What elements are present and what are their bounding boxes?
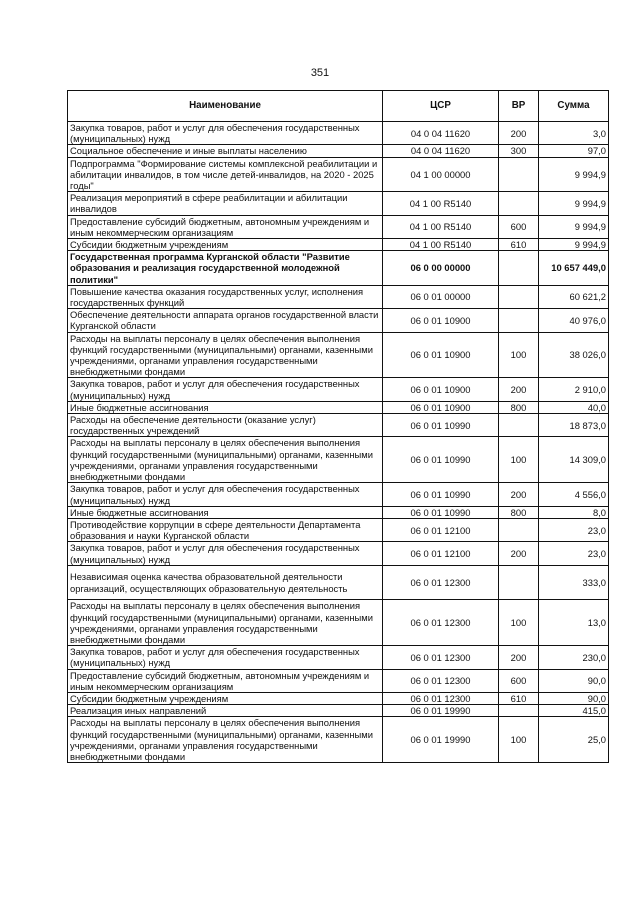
table-header (68, 91, 609, 122)
table-row (68, 122, 609, 145)
row-name-cell: Расходы на выплаты персоналу в целях обеспечения выполнения функций государственными (муниципальными) органами, казенными учреждениями, органами управления государственными внебюджетными фондами (68, 437, 383, 483)
row-vr-cell: 100 (499, 717, 539, 763)
table-row (68, 542, 609, 565)
row-vr-cell: 200 (499, 646, 539, 669)
row-name-cell: Предоставление субсидий бюджетным, автономным учреждениям и иным некоммерческим организациям (68, 669, 383, 692)
row-csr-cell: 06 0 01 12300 (383, 646, 499, 669)
row-name-cell: Закупка товаров, работ и услуг для обеспечения государственных (муниципальных) нужд (68, 122, 383, 145)
table-row (68, 309, 609, 332)
table-row (68, 506, 609, 518)
row-vr-cell (499, 705, 539, 717)
row-vr-cell: 200 (499, 378, 539, 401)
table-row (68, 332, 609, 378)
row-name-cell: Расходы на обеспечение деятельности (оказание услуг) государственных учреждений (68, 414, 383, 437)
page-number: 351 (310, 67, 330, 79)
row-sum-cell: 13,0 (539, 600, 609, 646)
row-sum-cell: 90,0 (539, 692, 609, 704)
table-row (68, 157, 609, 192)
row-sum-cell: 9 994,9 (539, 215, 609, 238)
row-csr-cell: 06 0 01 10990 (383, 414, 499, 437)
row-sum-cell: 23,0 (539, 542, 609, 565)
row-vr-cell (499, 251, 539, 286)
row-sum-cell: 25,0 (539, 717, 609, 763)
table-row (68, 414, 609, 437)
row-name-cell: Закупка товаров, работ и услуг для обеспечения государственных (муниципальных) нужд (68, 378, 383, 401)
table-row (68, 285, 609, 308)
row-sum-cell: 38 026,0 (539, 332, 609, 378)
row-vr-cell: 600 (499, 669, 539, 692)
row-name-cell: Закупка товаров, работ и услуг для обеспечения государственных (муниципальных) нужд (68, 542, 383, 565)
row-csr-cell: 06 0 01 19990 (383, 705, 499, 717)
row-name-cell: Реализация иных направлений (68, 705, 383, 717)
row-sum-cell: 40,0 (539, 401, 609, 413)
table-row (68, 646, 609, 669)
row-csr-cell: 06 0 01 12300 (383, 669, 499, 692)
row-csr-cell: 06 0 01 12300 (383, 692, 499, 704)
row-sum-cell: 415,0 (539, 705, 609, 717)
row-vr-cell: 610 (499, 692, 539, 704)
row-vr-cell: 200 (499, 122, 539, 145)
row-csr-cell: 04 1 00 R5140 (383, 192, 499, 215)
table-row (68, 717, 609, 763)
row-csr-cell: 06 0 01 12300 (383, 565, 499, 600)
table-row (68, 565, 609, 600)
row-vr-cell (499, 309, 539, 332)
header-sum: Сумма (539, 91, 609, 122)
row-name-cell: Расходы на выплаты персоналу в целях обеспечения выполнения функций государственными (муниципальными) органами, казенными учреждениями, органами управления государственными внебюджетными фондами (68, 717, 383, 763)
row-sum-cell: 333,0 (539, 565, 609, 600)
row-csr-cell: 06 0 01 10990 (383, 437, 499, 483)
header-csr: ЦСР (383, 91, 499, 122)
row-name-cell: Субсидии бюджетным учреждениям (68, 692, 383, 704)
row-csr-cell: 06 0 01 12100 (383, 518, 499, 541)
table-row (68, 401, 609, 413)
row-csr-cell: 06 0 01 10990 (383, 483, 499, 506)
row-vr-cell (499, 518, 539, 541)
row-name-cell: Подпрограмма "Формирование системы комплексной реабилитации и абилитации инвалидов, в том числе детей-инвалидов, на 2020 - 2025 годы" (68, 157, 383, 192)
row-vr-cell (499, 285, 539, 308)
table-row (68, 215, 609, 238)
row-name-cell: Закупка товаров, работ и услуг для обеспечения государственных (муниципальных) нужд (68, 646, 383, 669)
row-sum-cell: 90,0 (539, 669, 609, 692)
row-vr-cell: 200 (499, 483, 539, 506)
row-name-cell: Предоставление субсидий бюджетным, автономным учреждениям и иным некоммерческим организациям (68, 215, 383, 238)
row-sum-cell: 8,0 (539, 506, 609, 518)
table-row (68, 692, 609, 704)
row-name-cell: Государственная программа Курганской области "Развитие образования и реализация государственной молодежной политики" (68, 251, 383, 286)
row-csr-cell: 06 0 01 10990 (383, 506, 499, 518)
row-csr-cell: 04 1 00 R5140 (383, 215, 499, 238)
row-vr-cell: 100 (499, 437, 539, 483)
row-vr-cell: 610 (499, 239, 539, 251)
table-row (68, 705, 609, 717)
row-vr-cell: 300 (499, 145, 539, 157)
table-row (68, 600, 609, 646)
row-sum-cell: 3,0 (539, 122, 609, 145)
row-sum-cell: 18 873,0 (539, 414, 609, 437)
row-vr-cell (499, 565, 539, 600)
row-csr-cell: 04 0 04 11620 (383, 122, 499, 145)
row-csr-cell: 06 0 01 10900 (383, 401, 499, 413)
row-name-cell: Иные бюджетные ассигнования (68, 506, 383, 518)
row-sum-cell: 9 994,9 (539, 192, 609, 215)
row-name-cell: Иные бюджетные ассигнования (68, 401, 383, 413)
table-body (68, 122, 609, 763)
row-vr-cell (499, 157, 539, 192)
row-csr-cell: 06 0 01 12100 (383, 542, 499, 565)
row-sum-cell: 2 910,0 (539, 378, 609, 401)
row-name-cell: Противодействие коррупции в сфере деятельности Департамента образования и науки Курганской области (68, 518, 383, 541)
row-csr-cell: 06 0 01 10900 (383, 309, 499, 332)
row-csr-cell: 04 0 04 11620 (383, 145, 499, 157)
row-csr-cell: 06 0 01 19990 (383, 717, 499, 763)
row-name-cell: Обеспечение деятельности аппарата органов государственной власти Курганской области (68, 309, 383, 332)
header-row (68, 91, 609, 122)
header-vr: ВР (499, 91, 539, 122)
table-row (68, 251, 609, 286)
row-vr-cell: 200 (499, 542, 539, 565)
row-name-cell: Закупка товаров, работ и услуг для обеспечения государственных (муниципальных) нужд (68, 483, 383, 506)
row-csr-cell: 06 0 01 10900 (383, 332, 499, 378)
table-row (68, 669, 609, 692)
table-row (68, 378, 609, 401)
row-sum-cell: 14 309,0 (539, 437, 609, 483)
row-sum-cell: 97,0 (539, 145, 609, 157)
row-name-cell: Социальное обеспечение и иные выплаты населению (68, 145, 383, 157)
table-row (68, 437, 609, 483)
row-csr-cell: 04 1 00 R5140 (383, 239, 499, 251)
row-sum-cell: 23,0 (539, 518, 609, 541)
row-sum-cell: 60 621,2 (539, 285, 609, 308)
table-row (68, 239, 609, 251)
row-vr-cell: 800 (499, 401, 539, 413)
row-name-cell: Субсидии бюджетным учреждениям (68, 239, 383, 251)
row-vr-cell (499, 414, 539, 437)
row-vr-cell: 100 (499, 332, 539, 378)
row-vr-cell: 800 (499, 506, 539, 518)
row-sum-cell: 4 556,0 (539, 483, 609, 506)
row-csr-cell: 06 0 00 00000 (383, 251, 499, 286)
row-csr-cell: 06 0 01 10900 (383, 378, 499, 401)
row-csr-cell: 06 0 01 00000 (383, 285, 499, 308)
row-name-cell: Расходы на выплаты персоналу в целях обеспечения выполнения функций государственными (муниципальными) органами, казенными учреждениями, органами управления государственными внебюджетными фондами (68, 600, 383, 646)
row-vr-cell: 600 (499, 215, 539, 238)
budget-table (67, 90, 609, 763)
row-csr-cell: 06 0 01 12300 (383, 600, 499, 646)
header-name: Наименование (68, 91, 383, 122)
row-sum-cell: 40 976,0 (539, 309, 609, 332)
row-csr-cell: 04 1 00 00000 (383, 157, 499, 192)
row-name-cell: Расходы на выплаты персоналу в целях обеспечения выполнения функций государственными (муниципальными) органами, казенными учреждениями, органами управления государственными внебюджетными фондами (68, 332, 383, 378)
row-sum-cell: 9 994,9 (539, 239, 609, 251)
table-row (68, 518, 609, 541)
table-row (68, 192, 609, 215)
row-sum-cell: 10 657 449,0 (539, 251, 609, 286)
row-sum-cell: 230,0 (539, 646, 609, 669)
row-sum-cell: 9 994,9 (539, 157, 609, 192)
table-row (68, 483, 609, 506)
row-name-cell: Повышение качества оказания государственных услуг, исполнения государственных функций (68, 285, 383, 308)
row-vr-cell: 100 (499, 600, 539, 646)
row-name-cell: Реализация мероприятий в сфере реабилитации и абилитации инвалидов (68, 192, 383, 215)
row-name-cell: Независимая оценка качества образовательной деятельности организаций, осуществляющих образовательную деятельность (68, 565, 383, 600)
row-vr-cell (499, 192, 539, 215)
table-row (68, 145, 609, 157)
